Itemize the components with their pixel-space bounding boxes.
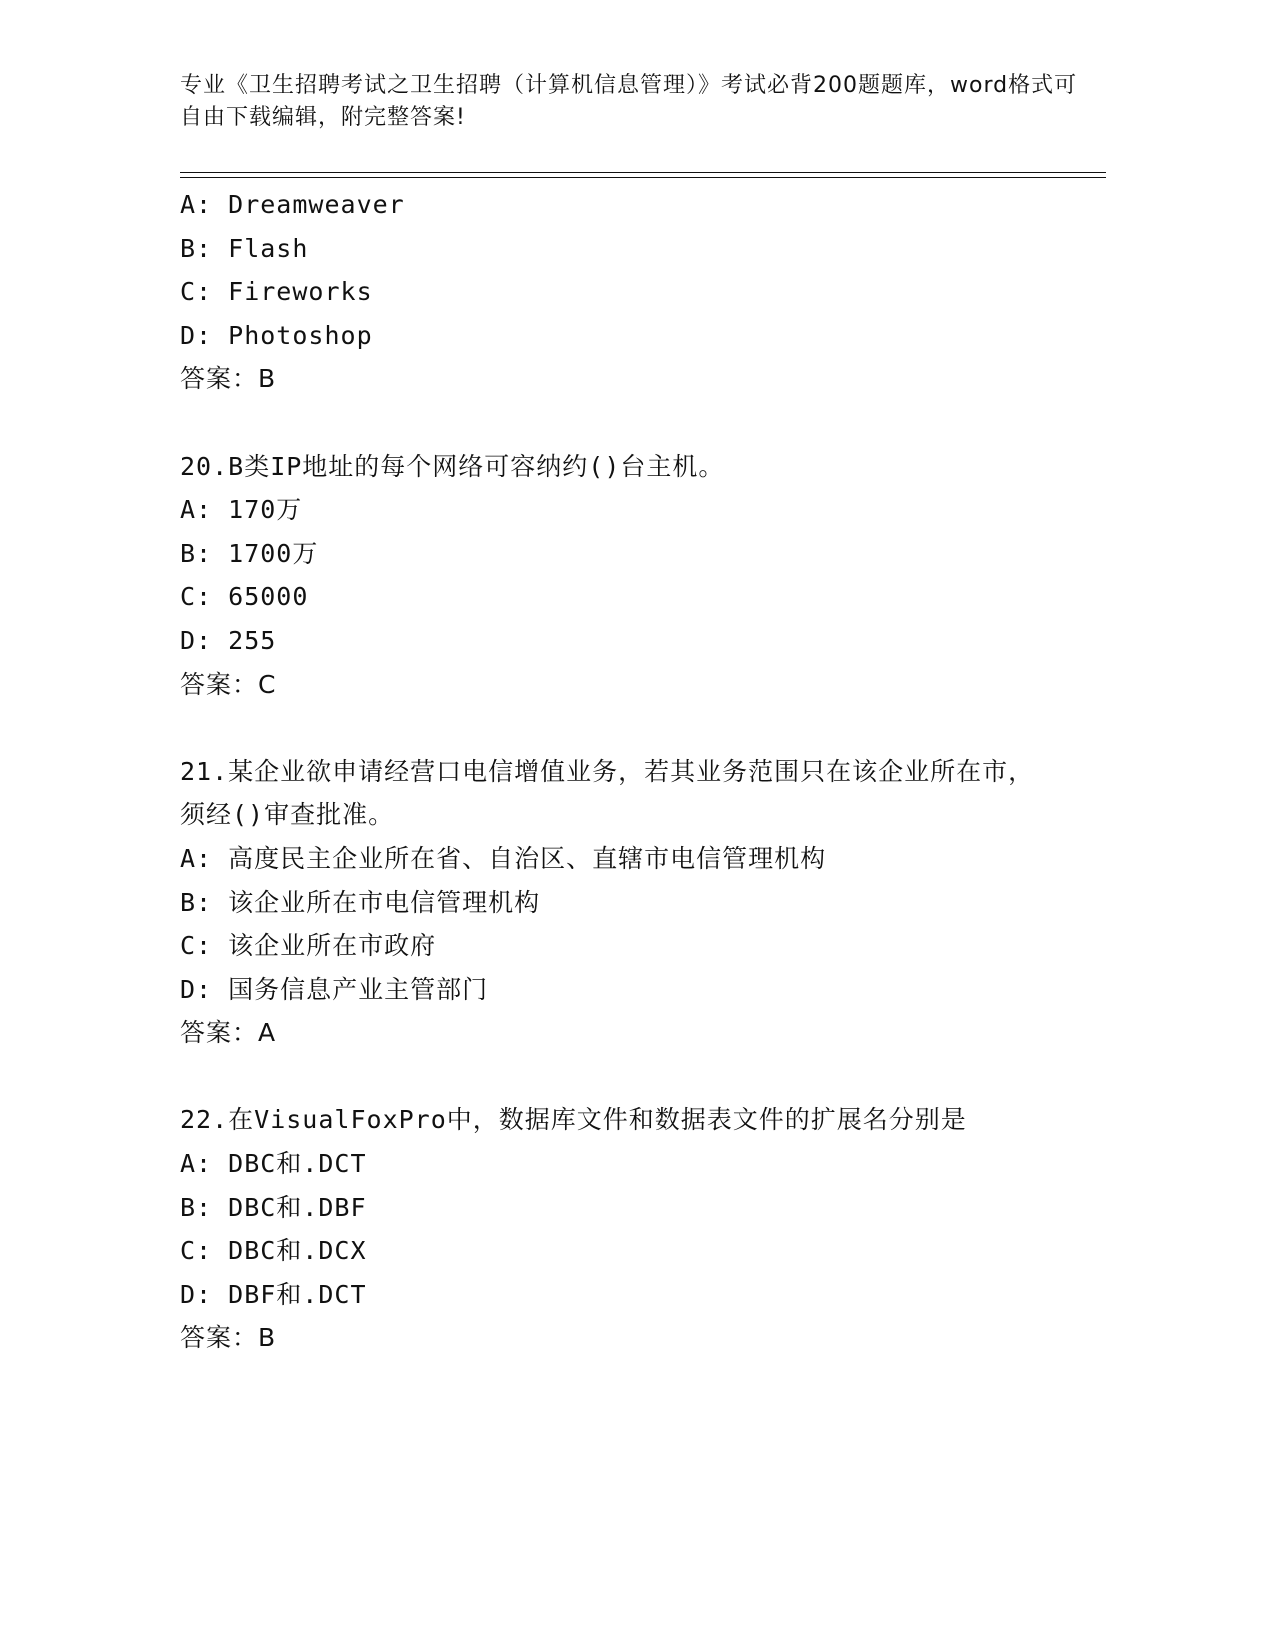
option-c: C: 该企业所在市政府 — [180, 931, 437, 961]
option-a: A: DBC和.DCT — [180, 1149, 367, 1179]
header-divider-top — [180, 172, 1106, 173]
option-c: C: Fireworks — [180, 277, 373, 307]
option-b: B: 1700万 — [180, 538, 319, 568]
option-d: D: DBF和.DCT — [180, 1279, 367, 1309]
answer-line: 答案：A — [180, 1018, 277, 1048]
option-a: A: 170万 — [180, 495, 303, 525]
spacer — [180, 706, 1080, 750]
option-a: A: 高度民主企业所在省、自治区、直辖市电信管理机构 — [180, 843, 827, 873]
question-22 — [180, 1098, 1080, 1360]
spacer — [180, 401, 1080, 445]
option-a: A: Dreamweaver — [180, 190, 405, 219]
question-19 — [180, 183, 1080, 401]
document-header: 专业《卫生招聘考试之卫生招聘（计算机信息管理）》考试必背200题题库，word格式可自由下载编辑，附完整答案! — [180, 73, 1078, 130]
question-text: 22.在VisualFoxPro中，数据库文件和数据表文件的扩展名分别是 — [180, 1105, 967, 1135]
spacer — [180, 1055, 1080, 1099]
option-d: D: 国务信息产业主管部门 — [180, 974, 489, 1004]
question-list — [180, 183, 1080, 1360]
option-b: B: Flash — [180, 233, 309, 263]
answer-line: 答案：C — [180, 669, 277, 699]
option-b: B: 该企业所在市电信管理机构 — [180, 887, 541, 917]
option-c: C: DBC和.DCX — [180, 1236, 367, 1266]
question-text: 20.B类IP地址的每个网络可容纳约()台主机。 — [180, 451, 725, 481]
question-text: 21.某企业欲申请经营口电信增值业务，若其业务范围只在该企业所在市，须经()审查批准。 — [180, 756, 1035, 830]
option-d: D: 255 — [180, 625, 277, 655]
question-20 — [180, 445, 1080, 707]
option-c: C: 65000 — [180, 582, 309, 612]
question-21 — [180, 750, 1080, 1055]
answer-line: 答案：B — [180, 1323, 277, 1353]
header-divider-bottom — [180, 177, 1106, 178]
answer-line: 答案：B — [180, 364, 277, 394]
option-b: B: DBC和.DBF — [180, 1192, 367, 1222]
option-d: D: Photoshop — [180, 320, 373, 350]
